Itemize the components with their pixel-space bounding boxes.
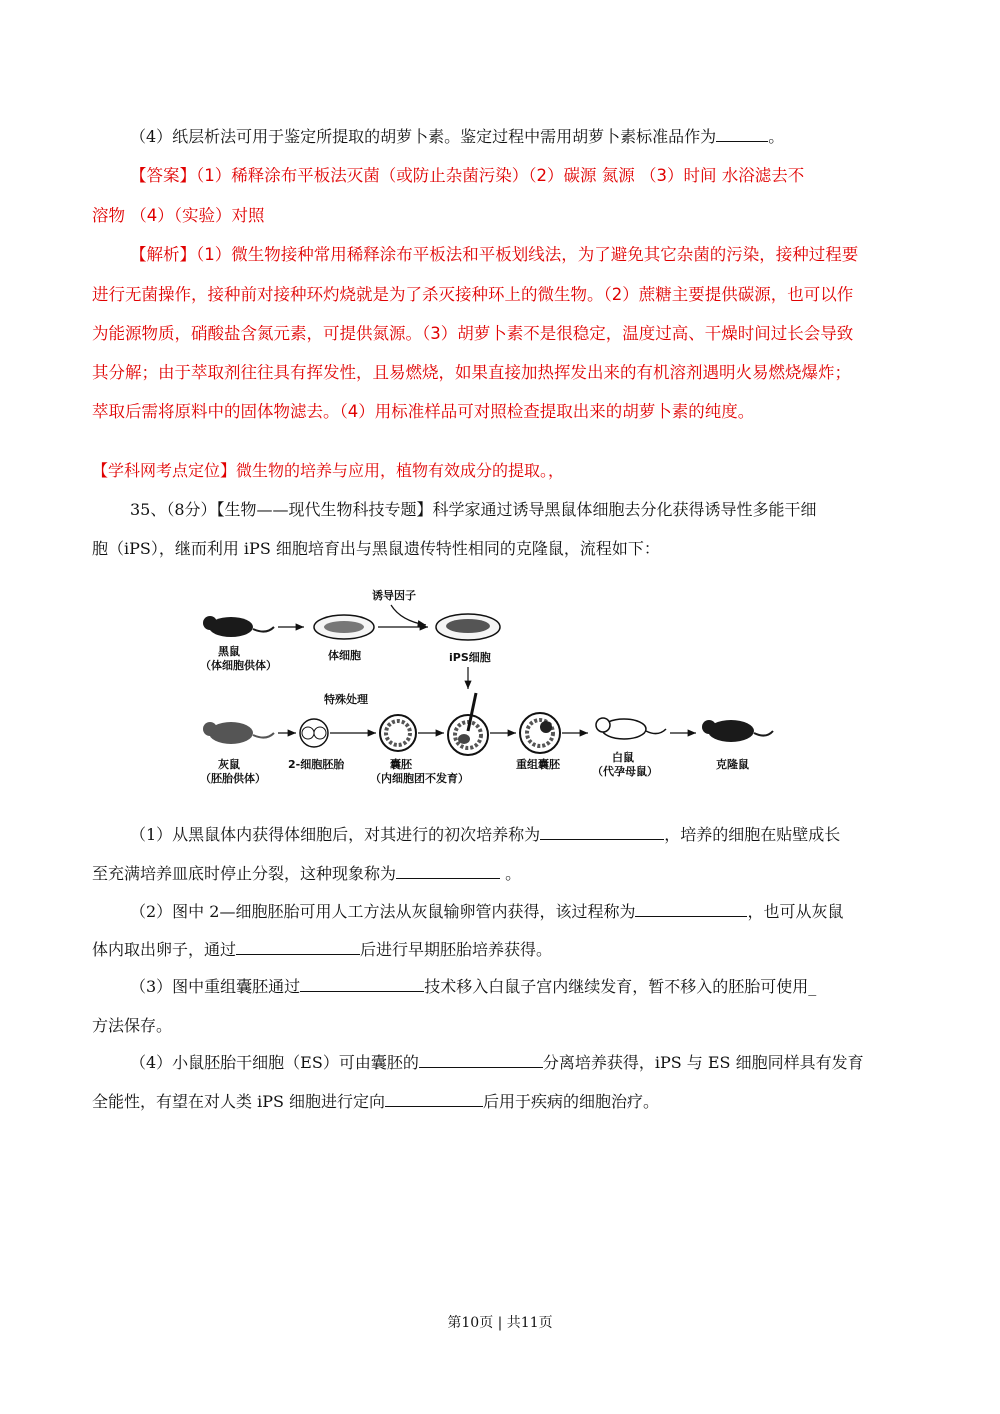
analysis-line-1: 【解析】（1）微生物接种常用稀释涂布平板法和平板划线法，为了避免其它杂菌的污染，接种过程要 [130, 245, 859, 264]
q35-line-2: 胞（iPS），继而利用 iPS 细胞培育出与黑鼠遗传特性相同的克隆鼠，流程如下： [92, 539, 660, 558]
gray-mouse-label: 灰鼠 [218, 758, 240, 771]
answer-blank [540, 825, 664, 840]
ips-cells-dish-icon [436, 614, 500, 640]
p1b: ，培养的细胞在贴壁成长 [664, 825, 841, 844]
injection-blastocyst-icon [448, 693, 488, 755]
q35-part1-line1 [130, 825, 840, 845]
q35-part4-line1 [130, 1053, 864, 1073]
induce-factor-label: 诱导因子 [372, 589, 416, 602]
answer-line-1: 【答案】（1）稀释涂布平板法灭菌（或防止杂菌污染）（2）碳源 氮源 （3）时间 水浴滤去不 [130, 166, 805, 185]
answer-blank [716, 127, 768, 142]
analysis-line-4: 其分解；由于萃取剂往往具有挥发性，且易燃烧，如果直接加热挥发出来的有机溶剂遇明火易燃烧爆炸； [92, 363, 851, 382]
q35-part3-line1 [130, 977, 816, 997]
p2c: 体内取出卵子，通过 [92, 940, 237, 959]
answer-blank [419, 1053, 543, 1068]
p2d: 后进行早期胚胎培养获得。 [360, 940, 553, 959]
blastocyst-note: （内细胞团不发育） [370, 772, 469, 785]
two-cell-embryo-icon [300, 719, 328, 747]
p4b: 分离培养获得，iPS 与 ES 细胞同样具有发育 [542, 1053, 864, 1072]
q34-part4-text: （4）纸层析法可用于鉴定所提取的胡萝卜素。鉴定过程中需用胡萝卜素标准品作为 [130, 127, 717, 146]
q35-part3-line2: 方法保存。 [92, 1016, 173, 1035]
p4c: 全能性，有望在对人类 iPS 细胞进行定向 [92, 1092, 386, 1111]
p2b: ，也可从灰鼠 [747, 902, 844, 921]
blastocyst-label: 囊胚 [390, 758, 412, 771]
ips-cells-label: iPS细胞 [449, 651, 491, 664]
black-mouse-icon [203, 616, 274, 637]
p3a: （3）图中重组囊胚通过 [130, 977, 301, 996]
two-cell-embryo-label: 2-细胞胚胎 [288, 758, 345, 771]
analysis-line-5: 萃取后需将原料中的固体物滤去。（4）用标准样品可对照检查提取出来的胡萝卜素的纯度。 [92, 402, 755, 421]
white-mouse-label: 白鼠 [612, 751, 634, 764]
black-mouse-role: （体细胞供体） [200, 659, 277, 672]
p1a: （1）从黑鼠体内获得体细胞后，对其进行的初次培养称为 [130, 825, 541, 844]
q34-part4-tail: 。 [768, 127, 785, 146]
gray-mouse-role: （胚胎供体） [200, 772, 266, 785]
white-mouse-role: （代孕母鼠） [592, 765, 658, 778]
p4a: （4）小鼠胚胎干细胞（ES）可由囊胚的 [130, 1053, 419, 1072]
q35-part4-line2 [92, 1092, 659, 1112]
kaodian-text: 微生物的培养与应用，植物有效成分的提取。， [236, 461, 565, 480]
q35-part1-line2 [92, 864, 521, 884]
blastocyst-icon [380, 715, 416, 751]
q35-part2-line1 [130, 902, 843, 922]
kaodian-tag: 【学科网考点定位】 [92, 461, 237, 480]
answer-blank [300, 977, 424, 992]
answer-blank [385, 1092, 483, 1107]
kaodian-line [92, 461, 564, 481]
arrow [391, 605, 426, 625]
p3b: 技术移入白鼠子宫内继续发育，暂不移入的胚胎可使用_ [424, 977, 817, 996]
special-treatment-label: 特殊处理 [324, 693, 368, 706]
p4d: 后用于疾病的细胞治疗。 [483, 1092, 660, 1111]
q35-line-1: 35、（8分）【生物——现代生物科技专题】科学家通过诱导黑鼠体细胞去分化获得诱导性多能干细 [130, 500, 817, 519]
recombinant-blastocyst-icon [520, 713, 560, 753]
recombinant-blastocyst-label: 重组囊胚 [516, 758, 560, 771]
answer-blank [635, 902, 747, 917]
somatic-cells-dish-icon [314, 615, 374, 639]
analysis-line-3: 为能源物质，硝酸盐含氮元素，可提供氮源。（3）胡萝卜素不是很稳定，温度过高、干燥时间过长会导致 [92, 324, 854, 343]
black-mouse-label: 黑鼠 [218, 645, 240, 658]
answer-line-2: 溶物 （4）（实验）对照 [92, 206, 265, 225]
ips-clone-flow-diagram [196, 585, 776, 790]
p1c: 至充满培养皿底时停止分裂，这种现象称为 [92, 864, 397, 883]
page-footer: 第10页 | 共11页 [447, 1315, 553, 1331]
answer-blank [236, 940, 360, 955]
q35-part2-line2 [92, 940, 552, 960]
gray-mouse-icon [203, 722, 274, 744]
analysis-line-2: 进行无菌操作，接种前对接种环灼烧就是为了杀灭接种环上的微生物。（2）蔗糖主要提供碳源，也可以作 [92, 285, 854, 304]
clone-mouse-label: 克隆鼠 [716, 758, 749, 771]
p2a: （2）图中 2—细胞胚胎可用人工方法从灰鼠输卵管内获得，该过程称为 [130, 902, 636, 921]
p1d: 。 [500, 864, 522, 883]
clone-mouse-icon [702, 720, 773, 742]
somatic-cells-label: 体细胞 [328, 649, 361, 662]
answer-blank [396, 864, 500, 879]
white-mouse-icon [596, 718, 666, 739]
q34-part4 [130, 127, 784, 147]
